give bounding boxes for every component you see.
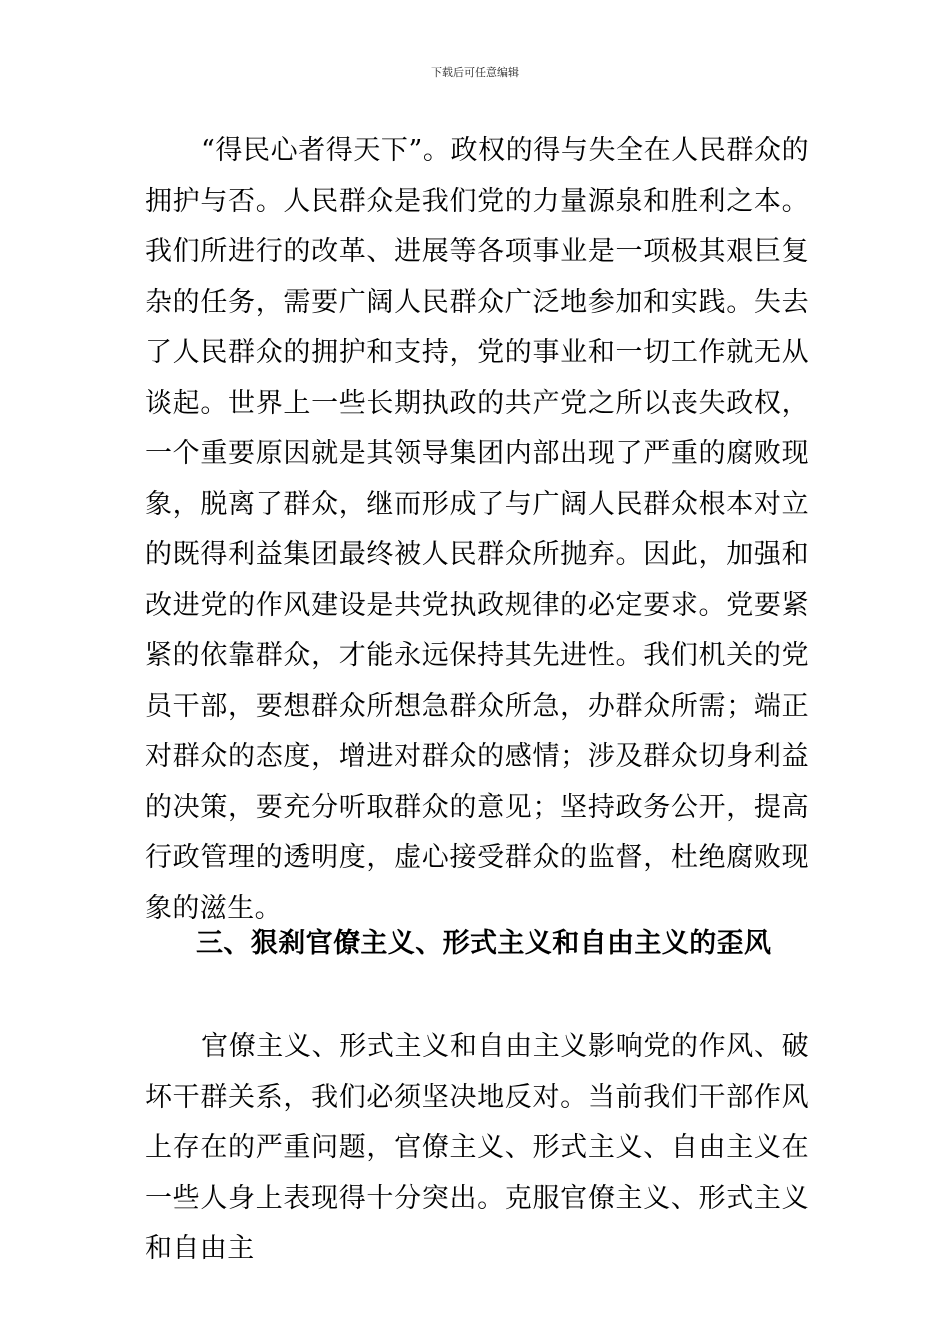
section-heading: 三、狠刹官僚主义、形式主义和自由主义的歪风 (196, 928, 772, 959)
header-note: 下载后可任意编辑 (431, 66, 519, 79)
paragraph-2: 官僚主义、形式主义和自由主义影响党的作风、破坏干群关系，我们必须坚决地反对。当前我们干部作风上存在的严重问题，官僚主义、形式主义、自由主义在一些人身上表现得十分突出。克服官僚主义、形式主义和自由主 (145, 1031, 809, 1264)
paragraph-1: “得民心者得天下”。政权的得与失全在人民群众的拥护与否。人民群众是我们党的力量源泉和胜利之本。我们所进行的改革、进展等各项事业是一项极其艰巨复杂的任务，需要广阔人民群众广泛地参加和实践。失去了人民群众的拥护和支持，党的事业和一切工作就无从谈起。世界上一些长期执政的共产党之所以丧失政权，一个重要原因就是其领导集团内部出现了严重的腐败现象，脱离了群众，继而形成了与广阔人民群众根本对立的既得利益集团最终被人民群众所抛弃。因此，加强和改进党的作风建设是共党执政规律的必定要求。党要紧紧的依靠群众，才能永远保持其先进性。我们机关的党员干部，要想群众所想急群众所急，办群众所需；端正对群众的态度，增进对群众的感情；涉及群众切身利益的决策，要充分听取群众的意见；坚持政务公开，提高行政管理的透明度，虚心接受群众的监督，杜绝腐败现象的滋生。 (145, 135, 809, 924)
